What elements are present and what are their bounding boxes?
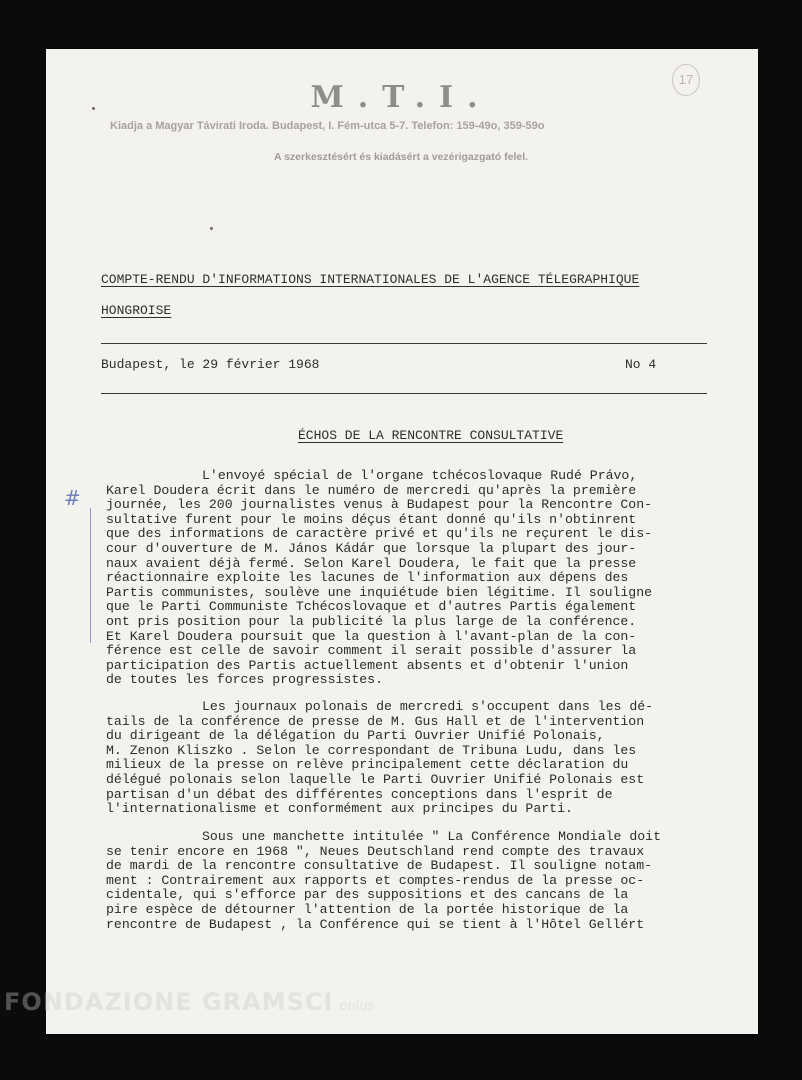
text-line: Partis communistes, soulève une inquiétude bien légitime. Il souligne	[106, 584, 653, 600]
watermark-sub: onlus	[339, 999, 375, 1014]
publisher-line: Kiadja a Magyar Távirati Iroda. Budapest, I. Fém-utca 5-7. Telefon: 159-49o, 359-59o	[110, 120, 545, 132]
text-line: du dirigeant de la délégation du Parti Ouvrier Unifié Polonais,	[106, 728, 605, 744]
text-line: ont pris position pour la publicité la plus large de la conférence.	[106, 613, 637, 629]
text-line: sultative furent pour le moins déçus étant donné qu'ils n'obtinrent	[106, 511, 637, 527]
archive-watermark	[4, 988, 374, 1016]
text-line: ment : Contrairement aux rapports et comptes-rendus de la presse oc-	[106, 872, 645, 888]
text-line: L'envoyé spécial de l'organe tchécoslovaque Rudé Právo,	[202, 468, 638, 483]
dateline: Budapest, le 29 février 1968	[101, 357, 320, 372]
text-line: milieux de la presse on relève principalement cette déclaration du	[106, 757, 629, 773]
text-line: férence est celle de savoir comment il serait possible d'assurer la	[106, 643, 637, 659]
text-line: l'internationalisme et conformément aux principes du Parti.	[106, 801, 573, 817]
text-line: cidentale, qui s'efforce par des suppositions et des cancans de la	[106, 887, 629, 903]
text-line: Karel Doudera écrit dans le numéro de mercredi qu'après la première	[106, 482, 637, 498]
text-line: tails de la conférence de presse de M. Gus Hall et de l'intervention	[106, 713, 645, 729]
text-line: journée, les 200 journalistes venus à Budapest pour la Rencontre Con-	[106, 497, 653, 513]
text-line: de mardi de la rencontre consultative de Budapest. Il souligne notam-	[106, 858, 653, 874]
margin-annotation: #	[64, 486, 81, 510]
paragraph-1	[106, 469, 718, 688]
text-line: délégué polonais selon laquelle le Parti Ouvrier Unifié Polonais est	[106, 771, 645, 787]
text-line: que des informations de caractère privé et qu'ils ne reçurent le dis-	[106, 526, 653, 542]
watermark-text: FONDAZIONE GRAMSCI	[4, 988, 334, 1016]
text-line: se tenir encore en 1968 ", Neues Deutschland rend compte des travaux	[106, 843, 645, 859]
text-line: Les journaux polonais de mercredi s'occupent dans les dé-	[202, 699, 654, 714]
issue-number: No 4	[625, 357, 657, 372]
text-line: Sous une manchette intitulée " La Conférence Mondiale doit	[202, 829, 661, 844]
paragraph-2	[106, 700, 718, 817]
page-number-mark: 17	[672, 64, 700, 96]
text-line: Et Karel Doudera poursuit que la question à l'avant-plan de la con-	[106, 628, 637, 644]
text-line: M. Zenon Kliszko . Selon le correspondant de Tribuna Ludu, dans les	[106, 742, 637, 758]
text-line: pire espèce de détourner l'attention de la portée historique de la	[106, 901, 629, 917]
ink-speck	[210, 227, 213, 230]
text-line: cour d'ouverture de M. János Kádár que lorsque la plupart des jour-	[106, 540, 637, 556]
responsibility-line: A szerkesztésért és kiadásért a vezérigazgató felel.	[273, 151, 529, 163]
mti-logo: M.T.I.	[310, 80, 492, 115]
divider-rule	[101, 343, 707, 344]
section-title: ÉCHOS DE LA RENCONTRE CONSULTATIVE	[298, 428, 564, 443]
document-title-line2: HONGROISE	[101, 303, 172, 318]
text-line: que le Parti Communiste Tchécoslovaque et d'autres Partis également	[106, 599, 637, 615]
text-line: rencontre de Budapest , la Conférence qui se tient à l'Hôtel Gellért	[106, 916, 645, 932]
text-line: naux avaient déjà fermé. Selon Karel Doudera, le fait que la presse	[106, 555, 637, 571]
text-line: participation des Partis actuellement absents et d'obtenir l'union	[106, 657, 629, 673]
paragraph-3	[106, 830, 718, 932]
margin-marker-line	[90, 508, 91, 643]
document-title-line1: COMPTE-RENDU D'INFORMATIONS INTERNATIONALES DE L'AGENCE TÉLEGRAPHIQUE	[101, 272, 640, 287]
divider-rule	[101, 393, 707, 394]
text-line: réactionnaire exploite les lacunes de l'information aux dépens des	[106, 570, 629, 586]
text-line: de toutes les forces progressistes.	[106, 672, 383, 688]
text-line: partisan d'un débat des différentes conceptions dans l'esprit de	[106, 786, 613, 802]
